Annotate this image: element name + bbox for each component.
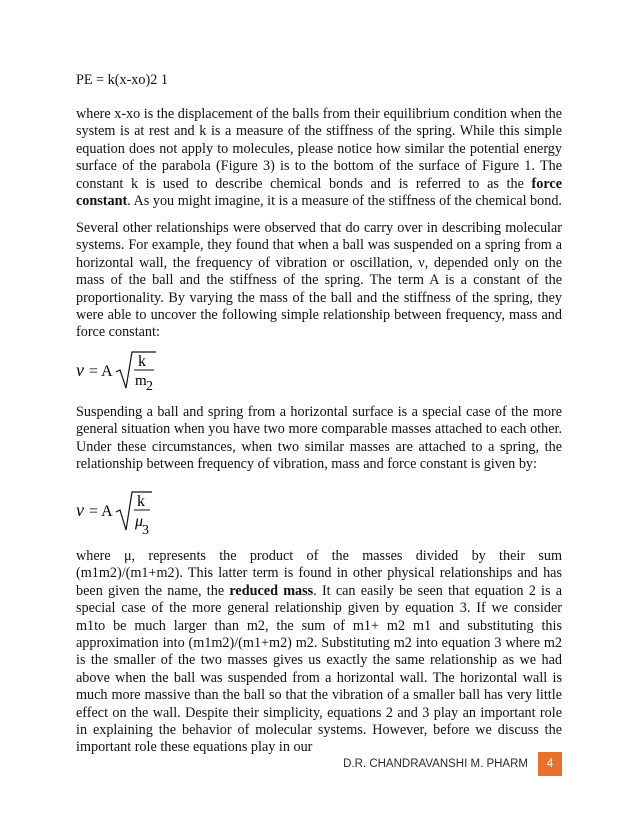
paragraph-force-constant: [76, 106, 562, 210]
paragraph-two-masses: Suspending a ball and spring from a horizontal surface is a special case of the more general situation when you have two more comparable masses attached to each other. Under these circumstances, when two similar masses are attached to a spring, the relationship between frequency of vibration, mass and force constant is given by:: [76, 404, 562, 473]
equation-3-equals-a: = A: [89, 503, 113, 520]
equation-3-number: 3: [142, 523, 149, 538]
equation-2-number: 2: [146, 379, 153, 394]
paragraph-text: . As you might imagine, it is a measure of the stiffness of the chemical bond.: [127, 193, 562, 210]
equation-2-formula: [76, 346, 216, 394]
equation-2-denominator: m: [135, 373, 147, 389]
paragraph-frequency-relationship: Several other relationships were observed that do carry over in describing molecular systems. For example, they found that when a ball was suspended on a spring from a horizontal wall, the frequency of vibration or oscillation, ν, depended only on the mass of the ball and the stiffness of the spring. The term A is a constant of the proportionality. By varying the mass of the ball and the stiffness of the spring, they were able to uncover the following simple relationship between frequency, mass and force constant:: [76, 220, 562, 341]
equation-3-denominator: μ: [135, 513, 144, 530]
equation-2-nu: ν: [76, 360, 84, 380]
equation-3-nu: ν: [76, 500, 84, 520]
paragraph-text: where x-xo is the displacement of the balls from their equilibrium condition when the system is at rest and k is a measure of the stiffness of the spring. While this simple equation does not apply to molecules, please notice how similar the potential energy surface of the parabola (Figure 3) is to the bottom of the surface of Figure 1. The constant k is used to describe chemical bonds and is referred to as the: [76, 106, 562, 192]
paragraph-reduced-mass: [76, 548, 562, 757]
equation-2-numerator: k: [138, 353, 146, 370]
paragraph-text: where μ, represents the product of the masses divided by their sum (m1m2)/(m1+m2). This latter term is found in other physical relationships and has been given the name, the: [76, 548, 562, 599]
equation-3-numerator: k: [137, 493, 145, 510]
paragraph-text: . It can easily be seen that equation 2 is a special case of the more general relationship given by equation 3. If we consider m1to be much larger than m2, the sum of m1+ m2 m1 and substituting this approximation into (m1m2)/(m1+m2) m2. Substituting m2 into equation 3 where m2 is the smaller of the two masses gives us exactly the same relationship as we had above when the ball was suspended from a horizontal wall. The horizontal wall is much more massive than the ball so that the vibration of a smaller ball has very little effect on the wall. Despite their simplicity, equations 2 and 3 play an important role in explaining the behavior of molecular systems. However, before we discuss the important role these equations play in our: [76, 582, 563, 756]
term-force-constant: force constant: [76, 175, 562, 210]
term-reduced-mass: reduced mass: [229, 582, 314, 599]
potential-energy-equation: PE = k(x-xo)2 1: [76, 72, 168, 88]
footer-author: D.R. CHANDRAVANSHI M. PHARM: [343, 758, 528, 770]
page-number-badge: 4: [538, 752, 562, 776]
page-footer: [343, 752, 562, 776]
equation-2-equals-a: = A: [89, 363, 113, 380]
equation-3-formula: [76, 488, 216, 540]
equation-3: [76, 488, 216, 545]
equation-2: [76, 346, 216, 399]
